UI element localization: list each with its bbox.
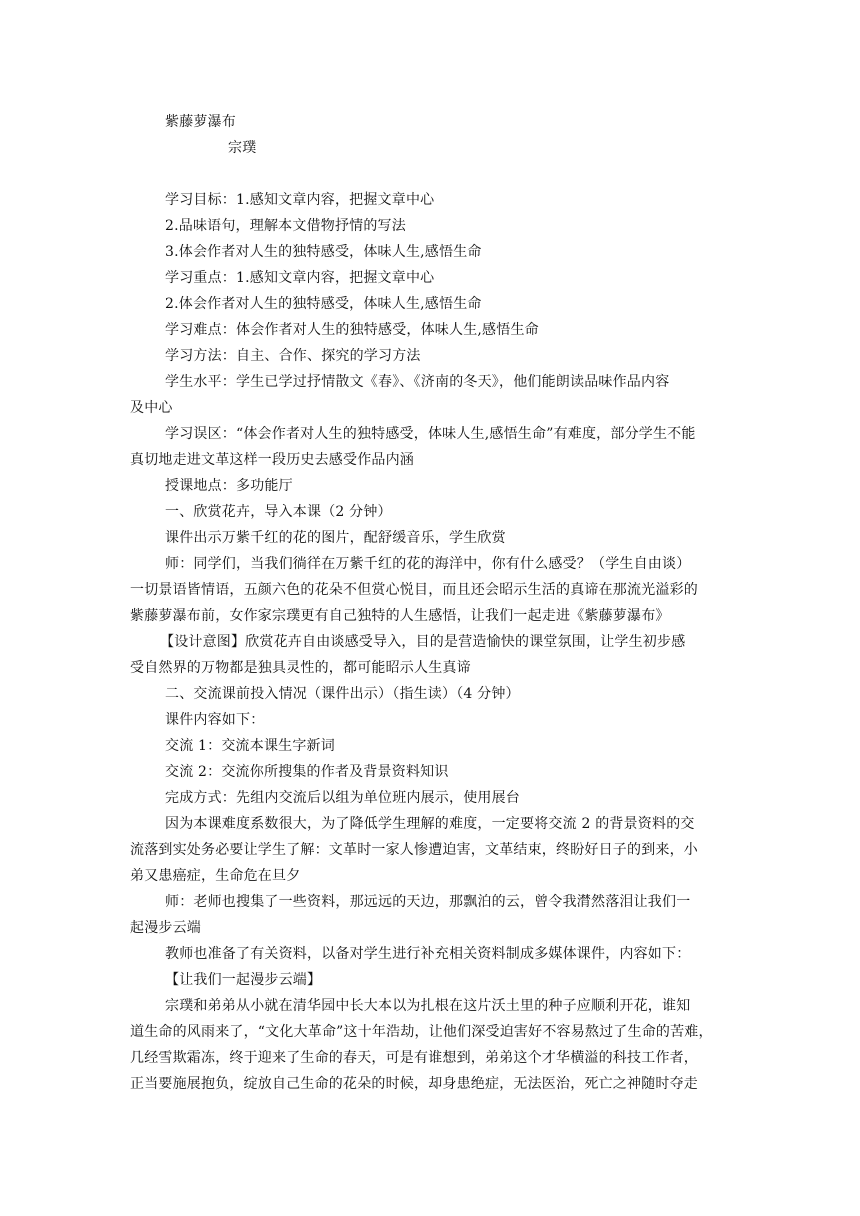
paragraph-line: 几经雪欺霜冻，终于迎来了生命的春天，可是有谁想到，弟弟这个才华横溢的科技工作者， [130,1050,698,1066]
paragraph-line: 3.体会作者对人生的独特感受，体味人生,感悟生命 [165,244,482,260]
paragraph-line: 宗璞和弟弟从小就在清华园中长大本以为扎根在这片沃土里的种子应顺利开花，谁知 [165,998,691,1014]
paragraph-line: 交流 1：交流本课生字新词 [165,738,335,754]
paragraph-line: 受自然界的万物都是独具灵性的，都可能昭示人生真谛 [130,660,471,676]
paragraph-line: 学习重点：1.感知文章内容，把握文章中心 [165,270,435,286]
paragraph-line: 道生命的风雨来了，“文化大革命”这十年浩劫，让他们深受迫害好不容易熬过了生命的苦难， [130,1024,713,1040]
paragraph-line: 交流 2：交流你所搜集的作者及背景资料知识 [165,764,449,780]
paragraph-line: 真切地走进文革这样一段历史去感受作品内涵 [130,452,414,468]
paragraph-line: 课件出示万紫千红的花的图片，配舒缓音乐，学生欣赏 [165,530,506,546]
paragraph-line: 教师也准备了有关资料，以备对学生进行补充相关资料制成多媒体课件，内容如下： [165,946,691,962]
paragraph-line: 学生水平：学生已学过抒情散文《春》、《济南的冬天》，他们能朗读品味作品内容 [165,374,670,390]
paragraph-line: 一切景语皆情语，五颜六色的花朵不但赏心悦目，而且还会昭示生活的真谛在那流光溢彩的 [130,582,698,598]
paragraph-line: 因为本课难度系数很大，为了降低学生理解的难度，一定要将交流 2 的背景资料的交 [165,816,695,832]
paragraph-line: 师：同学们，当我们徜徉在万紫千红的花的海洋中，你有什么感受？（学生自由谈） [165,556,691,572]
paragraph-line: 课件内容如下： [165,712,265,728]
paragraph-line: 学习方法：自主、合作、探究的学习方法 [165,348,421,364]
paragraph-line: 起漫步云端 [130,920,201,936]
subsection-heading: 【让我们一起漫步云端】 [165,972,322,988]
paragraph-line: 完成方式：先组内交流后以组为单位班内展示，使用展台 [165,790,520,806]
section-heading: 二、交流课前投入情况（课件出示）（指生读）（4 分钟） [165,686,520,702]
paragraph-line: 正当要施展抱负，绽放自己生命的花朵的时候，却身患绝症，无法医治，死亡之神随时夺走 [130,1076,698,1092]
paragraph-line: 2.体会作者对人生的独特感受，体味人生,感悟生命 [165,296,482,312]
section-heading: 一、欣赏花卉，导入本课（2 分钟） [165,504,392,520]
paragraph-line: 学习难点：体会作者对人生的独特感受，体味人生,感悟生命 [165,322,539,338]
paragraph-line: 弟又患癌症，生命危在旦夕 [130,868,301,884]
paragraph-line: 学习误区：“体会作者对人生的独特感受，体味人生,感悟生命”有难度，部分学生不能 [165,426,696,442]
paragraph-line: 2.品味语句，理解本文借物抒情的写法 [165,218,406,234]
paragraph-line: 学习目标：1.感知文章内容，把握文章中心 [165,192,435,208]
author-name: 宗璞 [228,140,257,156]
paragraph-line: 授课地点：多功能厅 [165,478,293,494]
paragraph-line: 紫藤萝瀑布前，女作家宗璞更有自己独特的人生感悟，让我们一起走进《紫藤萝瀑布》 [130,608,670,624]
paragraph-line: 师：老师也搜集了一些资料，那远远的天边，那飘泊的云，曾令我潸然落泪让我们一 [165,894,691,910]
document-title: 紫藤萝瀑布 [165,114,236,130]
paragraph-line: 流落到实处务必要让学生了解：文革时一家人惨遭迫害，文革结束，终盼好日子的到来，小 [130,842,698,858]
paragraph-line: 【设计意图】欣赏花卉自由谈感受导入，目的是营造愉快的课堂氛围，让学生初步感 [160,634,686,650]
paragraph-line: 及中心 [130,400,173,416]
